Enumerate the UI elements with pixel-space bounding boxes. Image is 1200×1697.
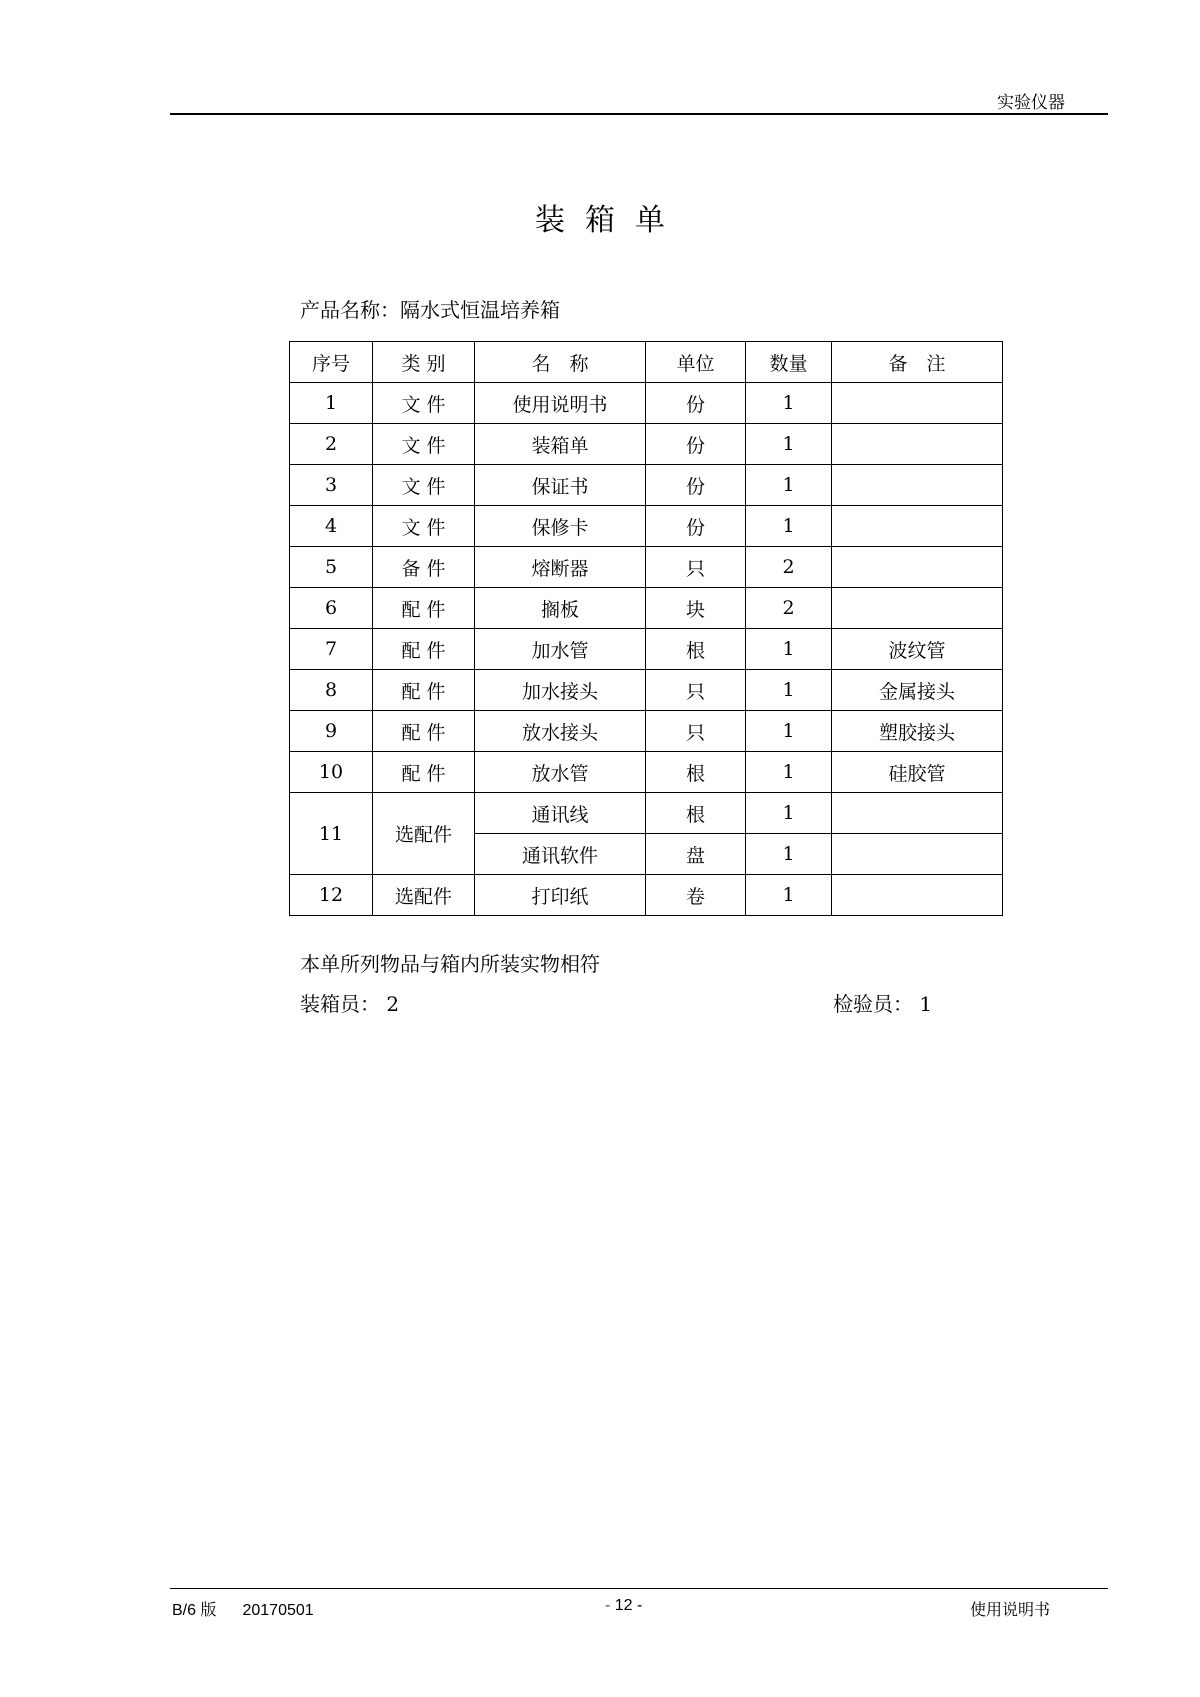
cell-name: 通讯软件	[475, 834, 646, 875]
inspector-label: 检验员：	[833, 992, 913, 1016]
page-prefix: -	[605, 1597, 611, 1614]
cell-no: 4	[290, 506, 373, 547]
cell-category: 文 件	[373, 383, 475, 424]
page-suffix: -	[637, 1597, 643, 1614]
cell-note	[832, 547, 1003, 588]
product-name-label: 产品名称：	[300, 298, 400, 322]
page-number: 12	[614, 1597, 633, 1614]
header-category: 类 别	[373, 342, 475, 383]
table-row	[290, 875, 1003, 916]
cell-name: 打印纸	[475, 875, 646, 916]
cell-unit: 根	[646, 629, 746, 670]
footer-doc-name: 使用说明书	[969, 1600, 1050, 1619]
cell-note: 金属接头	[832, 670, 1003, 711]
table-row	[290, 670, 1003, 711]
table-row	[290, 629, 1003, 670]
footer-rule	[170, 1588, 1108, 1589]
packer-line	[300, 988, 399, 1017]
cell-unit: 块	[646, 588, 746, 629]
cell-qty: 1	[746, 711, 832, 752]
cell-unit: 卷	[646, 875, 746, 916]
cell-category: 配 件	[373, 752, 475, 793]
cell-qty: 2	[746, 547, 832, 588]
packing-list-table	[289, 341, 1003, 916]
cell-category: 配 件	[373, 588, 475, 629]
table-row	[290, 547, 1003, 588]
cell-unit: 根	[646, 752, 746, 793]
cell-name: 放水接头	[475, 711, 646, 752]
cell-unit: 根	[646, 793, 746, 834]
cell-qty: 1	[746, 383, 832, 424]
cell-note: 波纹管	[832, 629, 1003, 670]
cell-unit: 只	[646, 670, 746, 711]
cell-name: 通讯线	[475, 793, 646, 834]
footer-page-number	[605, 1597, 642, 1615]
header-name: 名 称	[475, 342, 646, 383]
cell-qty: 1	[746, 465, 832, 506]
product-name-line	[300, 294, 560, 323]
cell-qty: 1	[746, 670, 832, 711]
table-row	[290, 506, 1003, 547]
cell-qty: 1	[746, 424, 832, 465]
cell-no: 2	[290, 424, 373, 465]
table-row	[290, 711, 1003, 752]
table-header-row	[290, 342, 1003, 383]
cell-name: 使用说明书	[475, 383, 646, 424]
packer-value: 2	[386, 992, 400, 1016]
table-row	[290, 752, 1003, 793]
cell-qty: 1	[746, 506, 832, 547]
header-qty: 数量	[746, 342, 832, 383]
cell-name: 放水管	[475, 752, 646, 793]
cell-no: 10	[290, 752, 373, 793]
header-rule	[170, 113, 1108, 115]
cell-name: 加水管	[475, 629, 646, 670]
cell-category: 文 件	[373, 506, 475, 547]
cell-no: 9	[290, 711, 373, 752]
cell-unit: 只	[646, 547, 746, 588]
product-name-value: 隔水式恒温培养箱	[400, 298, 560, 322]
cell-unit: 份	[646, 383, 746, 424]
cell-no: 1	[290, 383, 373, 424]
header-no: 序号	[290, 342, 373, 383]
cell-unit: 只	[646, 711, 746, 752]
footer-version: B/6 版	[172, 1602, 217, 1619]
table-row	[290, 465, 1003, 506]
inspector-value: 1	[919, 992, 933, 1016]
footer-version-info	[172, 1597, 314, 1620]
cell-qty: 2	[746, 588, 832, 629]
header-section-label: 实验仪器	[997, 93, 1065, 113]
cell-category: 选配件	[373, 875, 475, 916]
cell-note	[832, 465, 1003, 506]
cell-note	[832, 834, 1003, 875]
cell-name: 保修卡	[475, 506, 646, 547]
cell-qty: 1	[746, 875, 832, 916]
cell-name: 搁板	[475, 588, 646, 629]
header-unit: 单位	[646, 342, 746, 383]
cell-qty: 1	[746, 793, 832, 834]
cell-qty: 1	[746, 834, 832, 875]
cell-note	[832, 506, 1003, 547]
footer-date: 20170501	[242, 1602, 314, 1619]
cell-category: 配 件	[373, 670, 475, 711]
cell-no: 7	[290, 629, 373, 670]
cell-no: 6	[290, 588, 373, 629]
cell-unit: 份	[646, 506, 746, 547]
cell-note	[832, 793, 1003, 834]
cell-note	[832, 424, 1003, 465]
packer-label: 装箱员：	[300, 992, 380, 1016]
cell-category: 备 件	[373, 547, 475, 588]
header-note: 备 注	[832, 342, 1003, 383]
cell-no: 3	[290, 465, 373, 506]
cell-no: 8	[290, 670, 373, 711]
cell-unit: 盘	[646, 834, 746, 875]
cell-no: 5	[290, 547, 373, 588]
cell-category: 选配件	[373, 793, 475, 875]
cell-qty: 1	[746, 629, 832, 670]
cell-note	[832, 875, 1003, 916]
table-row	[290, 793, 1003, 834]
cell-name: 熔断器	[475, 547, 646, 588]
cell-unit: 份	[646, 465, 746, 506]
cell-category: 配 件	[373, 629, 475, 670]
cell-name: 加水接头	[475, 670, 646, 711]
cell-qty: 1	[746, 752, 832, 793]
cell-category: 文 件	[373, 424, 475, 465]
cell-no: 12	[290, 875, 373, 916]
inspector-line	[833, 988, 932, 1017]
cell-note	[832, 588, 1003, 629]
cell-category: 配 件	[373, 711, 475, 752]
conformity-statement: 本单所列物品与箱内所装实物相符	[300, 952, 600, 976]
table-row	[290, 383, 1003, 424]
cell-note: 塑胶接头	[832, 711, 1003, 752]
cell-name: 保证书	[475, 465, 646, 506]
cell-note: 硅胶管	[832, 752, 1003, 793]
cell-note	[832, 383, 1003, 424]
cell-no: 11	[290, 793, 373, 875]
cell-unit: 份	[646, 424, 746, 465]
table-row	[290, 588, 1003, 629]
cell-category: 文 件	[373, 465, 475, 506]
table-row	[290, 424, 1003, 465]
cell-name: 装箱单	[475, 424, 646, 465]
page-title: 装箱单	[535, 203, 685, 238]
